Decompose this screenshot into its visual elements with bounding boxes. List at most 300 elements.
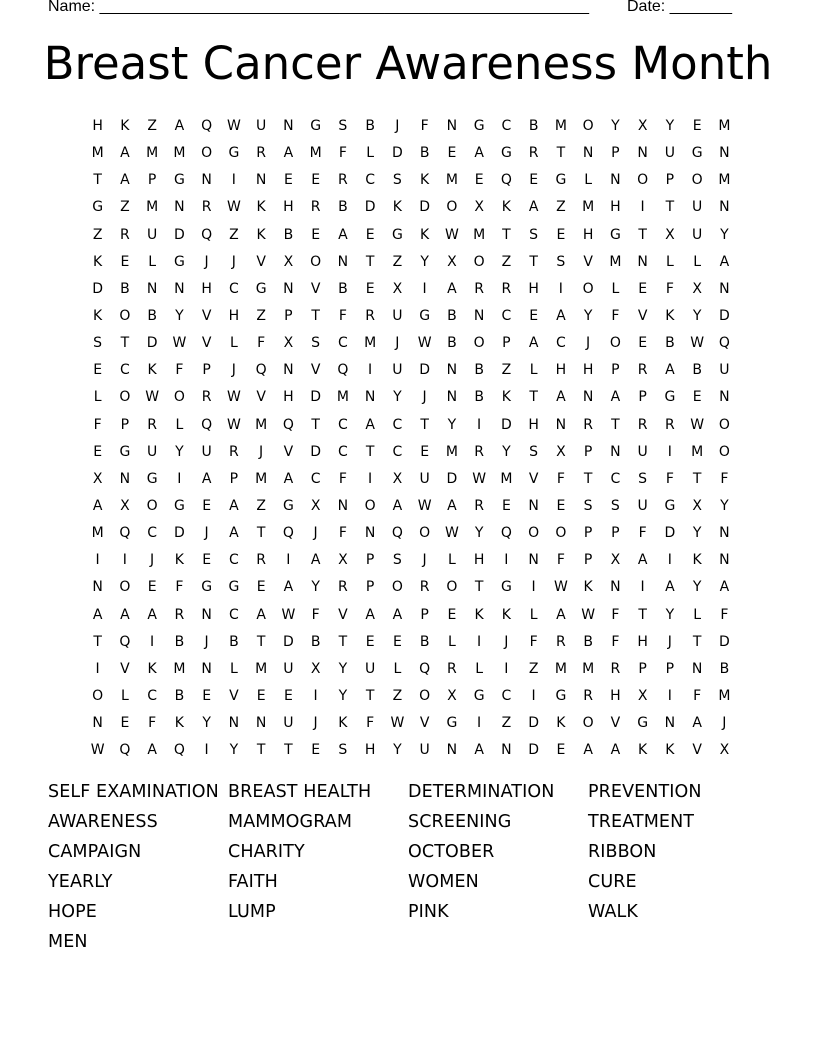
grid-letter: N	[528, 552, 539, 569]
grid-letter: I	[558, 280, 563, 297]
grid-letter: C	[228, 606, 239, 623]
grid-letter: U	[283, 715, 294, 732]
grid-letter: U	[147, 443, 158, 460]
grid-letter: C	[119, 362, 130, 379]
grid-letter: G	[391, 226, 403, 243]
grid-letter: W	[581, 606, 596, 623]
grid-letter: F	[338, 307, 347, 324]
word-list-item: CHARITY	[228, 842, 305, 862]
grid-letter: A	[447, 280, 457, 297]
grid-letter: P	[583, 552, 593, 569]
grid-letter: N	[664, 715, 676, 732]
grid-letter: W	[226, 416, 241, 433]
grid-letter: L	[447, 633, 456, 650]
word-list-item: DETERMINATION	[408, 782, 555, 802]
grid-letter: X	[447, 253, 457, 270]
grid-letter: S	[338, 742, 348, 759]
grid-letter: I	[477, 416, 482, 433]
grid-row	[84, 249, 738, 276]
grid-letter: F	[611, 307, 620, 324]
grid-letter: J	[313, 525, 318, 542]
grid-letter: M	[691, 443, 704, 460]
grid-letter: L	[148, 253, 157, 270]
grid-letter: G	[555, 687, 567, 704]
grid-letter: J	[150, 552, 155, 569]
grid-letter: A	[692, 715, 702, 732]
grid-letter: Q	[201, 118, 213, 134]
grid-letter: R	[474, 443, 484, 460]
grid-letter: X	[692, 280, 702, 297]
grid-letter: B	[338, 280, 348, 297]
grid-letter: E	[93, 443, 103, 460]
grid-letter: O	[691, 172, 703, 189]
grid-letter: W	[444, 525, 459, 542]
grid-letter: Y	[202, 715, 211, 732]
grid-letter: E	[256, 687, 266, 704]
grid-letter: B	[120, 280, 130, 297]
grid-letter: D	[664, 525, 676, 542]
grid-letter: K	[420, 226, 430, 243]
grid-letter: W	[472, 470, 487, 487]
grid-letter: E	[474, 172, 484, 189]
grid-letter: J	[313, 715, 318, 732]
grid-letter: K	[93, 307, 103, 324]
grid-letter: A	[201, 470, 212, 487]
grid-letter: E	[120, 253, 130, 270]
grid-letter: X	[338, 552, 348, 569]
grid-letter: N	[719, 552, 730, 569]
grid-letter: O	[419, 687, 431, 704]
grid-letter: V	[256, 389, 266, 406]
grid-letter: K	[501, 199, 511, 216]
grid-letter: E	[147, 579, 157, 596]
grid-letter: E	[556, 226, 566, 243]
grid-letter: A	[120, 606, 130, 623]
grid-letter: T	[338, 633, 348, 650]
grid-letter: E	[365, 633, 375, 650]
grid-letter: L	[693, 606, 702, 623]
grid-letter: E	[283, 687, 293, 704]
grid-letter: N	[174, 199, 185, 216]
grid-letter: Q	[337, 362, 349, 379]
grid-letter: U	[392, 362, 403, 379]
grid-letter: M	[255, 416, 268, 433]
grid-letter: K	[583, 579, 593, 596]
grid-letter: Q	[282, 416, 294, 433]
grid-letter: P	[583, 443, 593, 460]
grid-letter: M	[255, 660, 268, 677]
grid-letter: Q	[419, 660, 431, 677]
grid-letter: O	[582, 280, 594, 297]
grid-letter: Y	[692, 307, 702, 324]
grid-letter: Y	[502, 443, 511, 460]
grid-letter: O	[582, 715, 594, 732]
grid-row	[84, 384, 738, 411]
grid-letter: H	[582, 362, 594, 379]
grid-letter: H	[283, 199, 294, 216]
grid-letter: G	[173, 497, 185, 514]
grid-letter: A	[610, 389, 621, 406]
grid-letter: B	[338, 199, 348, 216]
grid-letter: O	[582, 118, 594, 134]
grid-letter: V	[692, 742, 702, 759]
grid-letter: P	[420, 606, 429, 623]
grid-letter: N	[446, 362, 458, 379]
grid-letter: U	[419, 742, 430, 759]
grid-letter: U	[719, 362, 730, 379]
grid-letter: G	[473, 118, 485, 134]
grid-letter: D	[528, 715, 540, 732]
grid-letter: U	[365, 660, 376, 677]
grid-letter: F	[175, 362, 184, 379]
word-list-item: MEN	[48, 932, 88, 952]
grid-letter: T	[638, 226, 647, 243]
grid-letter: V	[120, 660, 130, 677]
grid-letter: N	[364, 389, 376, 406]
grid-letter: X	[692, 497, 702, 514]
grid-letter: N	[528, 497, 539, 514]
grid-letter: O	[419, 525, 431, 542]
grid-letter: Y	[175, 307, 184, 324]
grid-letter: Y	[229, 742, 239, 759]
grid-letter: R	[637, 362, 648, 379]
grid-letter: C	[147, 687, 158, 704]
grid-letter: X	[719, 742, 730, 759]
grid-letter: R	[419, 579, 430, 596]
name-field-label: Name: _______________________________________________________	[48, 0, 589, 15]
grid-letter: G	[228, 145, 240, 162]
grid-letter: Z	[92, 226, 103, 243]
grid-letter: W	[90, 742, 105, 759]
grid-letter: M	[146, 145, 159, 162]
grid-letter: A	[556, 606, 566, 623]
grid-letter: A	[610, 742, 621, 759]
grid-letter: C	[337, 416, 348, 433]
grid-letter: G	[500, 579, 512, 596]
grid-letter: I	[368, 362, 373, 379]
grid-letter: K	[420, 172, 430, 189]
grid-letter: I	[286, 552, 291, 569]
grid-letter: S	[311, 335, 321, 352]
grid-letter: W	[553, 579, 568, 596]
grid-letter: N	[174, 280, 185, 297]
grid-letter: H	[528, 416, 539, 433]
grid-letter: F	[638, 525, 647, 542]
grid-letter: R	[528, 145, 539, 162]
word-list-item: FAITH	[228, 872, 278, 892]
grid-letter: D	[419, 362, 431, 379]
grid-letter: A	[474, 145, 484, 162]
grid-letter: J	[722, 715, 727, 732]
grid-letter: P	[229, 470, 239, 487]
grid-letter: Z	[501, 715, 512, 732]
grid-letter: G	[555, 172, 567, 189]
grid-letter: F	[665, 470, 674, 487]
grid-letter: A	[719, 579, 730, 596]
grid-letter: W	[145, 389, 160, 406]
grid-letter: K	[256, 226, 266, 243]
grid-letter: K	[692, 552, 702, 569]
grid-letter: J	[395, 335, 400, 352]
grid-row	[84, 140, 738, 167]
word-list-item: BREAST HEALTH	[228, 782, 372, 802]
grid-letter: H	[610, 199, 621, 216]
grid-letter: R	[229, 443, 239, 460]
grid-letter: I	[422, 280, 427, 297]
grid-row	[84, 439, 738, 466]
grid-letter: K	[474, 606, 484, 623]
word-list-item: HOPE	[48, 902, 97, 922]
grid-letter: J	[667, 633, 672, 650]
grid-letter: M	[91, 525, 104, 542]
grid-letter: Z	[528, 660, 539, 677]
grid-letter: F	[556, 552, 565, 569]
grid-letter: M	[445, 172, 458, 189]
grid-letter: N	[637, 253, 648, 270]
grid-letter: N	[610, 579, 621, 596]
grid-letter: N	[228, 715, 240, 732]
grid-letter: N	[719, 145, 730, 162]
grid-letter: I	[531, 579, 536, 596]
grid-letter: M	[582, 660, 595, 677]
grid-letter: L	[529, 606, 538, 623]
grid-letter: Z	[229, 226, 239, 243]
grid-row	[84, 303, 738, 330]
grid-letter: N	[719, 280, 730, 297]
grid-letter: I	[150, 633, 155, 650]
grid-letter: A	[120, 145, 130, 162]
grid-letter: L	[120, 687, 129, 704]
grid-row	[84, 357, 738, 384]
grid-letter: P	[665, 660, 675, 677]
grid-row	[84, 194, 738, 221]
grid-letter: W	[226, 118, 241, 134]
grid-letter: R	[474, 280, 484, 297]
grid-letter: I	[95, 660, 100, 677]
grid-letter: O	[310, 253, 322, 270]
grid-letter: Y	[665, 606, 675, 623]
grid-letter: E	[638, 280, 648, 297]
grid-letter: A	[147, 742, 157, 759]
grid-letter: F	[257, 335, 266, 352]
grid-letter: M	[146, 199, 159, 216]
grid-letter: Q	[500, 172, 512, 189]
grid-row	[84, 113, 738, 140]
grid-letter: B	[665, 335, 675, 352]
word-list-item: YEARLY	[48, 872, 113, 892]
grid-letter: N	[719, 525, 730, 542]
grid-letter: M	[173, 660, 186, 677]
grid-letter: C	[501, 307, 512, 324]
grid-letter: X	[392, 470, 403, 487]
grid-letter: Y	[474, 525, 484, 542]
grid-row	[84, 683, 738, 710]
grid-letter: S	[529, 226, 539, 243]
grid-letter: K	[338, 715, 348, 732]
grid-letter: G	[691, 145, 703, 162]
grid-letter: O	[473, 253, 485, 270]
grid-letter: N	[582, 389, 594, 406]
grid-letter: X	[556, 443, 566, 460]
grid-letter: T	[311, 307, 320, 324]
grid-letter: E	[529, 172, 539, 189]
grid-letter: F	[556, 470, 565, 487]
grid-letter: G	[119, 443, 131, 460]
grid-letter: H	[528, 280, 539, 297]
grid-letter: C	[147, 525, 158, 542]
grid-letter: Y	[175, 443, 184, 460]
grid-letter: L	[584, 172, 593, 189]
grid-letter: M	[91, 145, 104, 162]
grid-letter: M	[554, 118, 567, 134]
word-list-item: WOMEN	[408, 872, 479, 892]
grid-letter: G	[664, 389, 676, 406]
grid-letter: Y	[338, 660, 348, 677]
grid-letter: Y	[720, 226, 729, 243]
grid-letter: R	[120, 226, 130, 243]
grid-letter: B	[474, 389, 484, 406]
grid-letter: K	[665, 742, 675, 759]
grid-letter: X	[610, 552, 621, 569]
grid-letter: R	[201, 389, 212, 406]
grid-letter: B	[447, 335, 457, 352]
grid-letter: Q	[173, 742, 185, 759]
grid-letter: J	[204, 525, 209, 542]
grid-letter: J	[504, 633, 509, 650]
grid-letter: U	[147, 226, 158, 243]
grid-letter: Z	[501, 362, 512, 379]
grid-letter: V	[256, 253, 266, 270]
grid-letter: T	[692, 633, 702, 650]
grid-letter: P	[147, 172, 157, 189]
grid-letter: S	[529, 443, 539, 460]
grid-letter: V	[201, 335, 212, 352]
grid-letter: B	[174, 633, 185, 650]
grid-letter: A	[92, 606, 103, 623]
grid-letter: P	[502, 335, 511, 352]
grid-letter: T	[365, 443, 375, 460]
word-list-item: MAMMOGRAM	[228, 812, 353, 832]
grid-letter: I	[204, 742, 209, 759]
grid-letter: L	[529, 362, 538, 379]
grid-letter: N	[719, 199, 730, 216]
grid-letter: F	[175, 579, 184, 596]
grid-letter: V	[229, 687, 239, 704]
grid-letter: U	[692, 226, 703, 243]
grid-letter: Q	[119, 742, 131, 759]
grid-letter: X	[447, 687, 457, 704]
grid-letter: A	[120, 172, 130, 189]
grid-letter: N	[255, 715, 267, 732]
grid-letter: S	[583, 497, 593, 514]
grid-letter: E	[420, 443, 430, 460]
grid-row	[84, 330, 738, 357]
grid-letter: J	[259, 443, 264, 460]
grid-letter: F	[611, 633, 620, 650]
grid-letter: F	[366, 715, 375, 732]
grid-letter: M	[473, 226, 486, 243]
grid-letter: F	[420, 118, 429, 134]
grid-letter: L	[93, 389, 102, 406]
grid-letter: A	[528, 199, 539, 216]
grid-letter: P	[665, 172, 675, 189]
grid-letter: Z	[392, 687, 403, 704]
grid-letter: O	[201, 145, 213, 162]
grid-letter: V	[201, 307, 212, 324]
grid-letter: N	[337, 253, 349, 270]
grid-letter: V	[310, 280, 321, 297]
grid-letter: T	[256, 525, 266, 542]
grid-letter: Y	[393, 389, 402, 406]
grid-letter: W	[417, 497, 432, 514]
grid-letter: N	[255, 172, 267, 189]
grid-letter: G	[173, 172, 185, 189]
grid-letter: M	[582, 199, 595, 216]
grid-letter: N	[446, 389, 458, 406]
grid-letter: L	[393, 660, 402, 677]
grid-letter: B	[719, 660, 730, 677]
grid-letter: Y	[338, 687, 348, 704]
grid-letter: B	[229, 633, 239, 650]
grid-letter: V	[637, 307, 648, 324]
grid-row	[84, 412, 738, 439]
word-list-item: CURE	[588, 872, 637, 892]
grid-letter: E	[202, 687, 212, 704]
grid-letter: U	[283, 660, 294, 677]
grid-letter: Y	[420, 253, 429, 270]
grid-letter: D	[92, 280, 104, 297]
grid-letter: B	[528, 118, 539, 134]
grid-letter: C	[337, 335, 348, 352]
grid-letter: L	[366, 145, 375, 162]
grid-letter: Y	[447, 416, 457, 433]
grid-letter: C	[501, 118, 512, 134]
grid-letter: O	[119, 579, 131, 596]
grid-letter: O	[119, 307, 131, 324]
grid-letter: G	[282, 497, 294, 514]
grid-letter: L	[175, 416, 184, 433]
grid-letter: I	[531, 687, 536, 704]
grid-row	[84, 602, 738, 629]
grid-letter: E	[365, 226, 375, 243]
grid-letter: I	[640, 199, 645, 216]
grid-letter: M	[255, 470, 268, 487]
word-list-item: OCTOBER	[408, 842, 495, 862]
grid-letter: W	[226, 389, 241, 406]
grid-letter: H	[283, 389, 294, 406]
grid-letter: E	[447, 606, 457, 623]
grid-letter: T	[556, 145, 566, 162]
grid-letter: T	[284, 742, 293, 759]
word-list-item: SELF EXAMINATION	[48, 782, 219, 802]
grid-letter: I	[504, 660, 509, 677]
grid-letter: K	[392, 199, 402, 216]
grid-letter: B	[692, 362, 702, 379]
grid-letter: R	[583, 416, 593, 433]
grid-letter: A	[174, 118, 185, 134]
grid-letter: T	[638, 606, 647, 623]
grid-letter: U	[392, 307, 403, 324]
grid-letter: A	[665, 362, 675, 379]
grid-letter: R	[174, 606, 185, 623]
grid-letter: T	[529, 389, 538, 406]
grid-letter: K	[147, 362, 157, 379]
grid-letter: W	[690, 335, 705, 352]
grid-letter: R	[256, 145, 266, 162]
grid-letter: N	[582, 145, 594, 162]
grid-letter: U	[664, 145, 675, 162]
grid-letter: T	[692, 470, 702, 487]
